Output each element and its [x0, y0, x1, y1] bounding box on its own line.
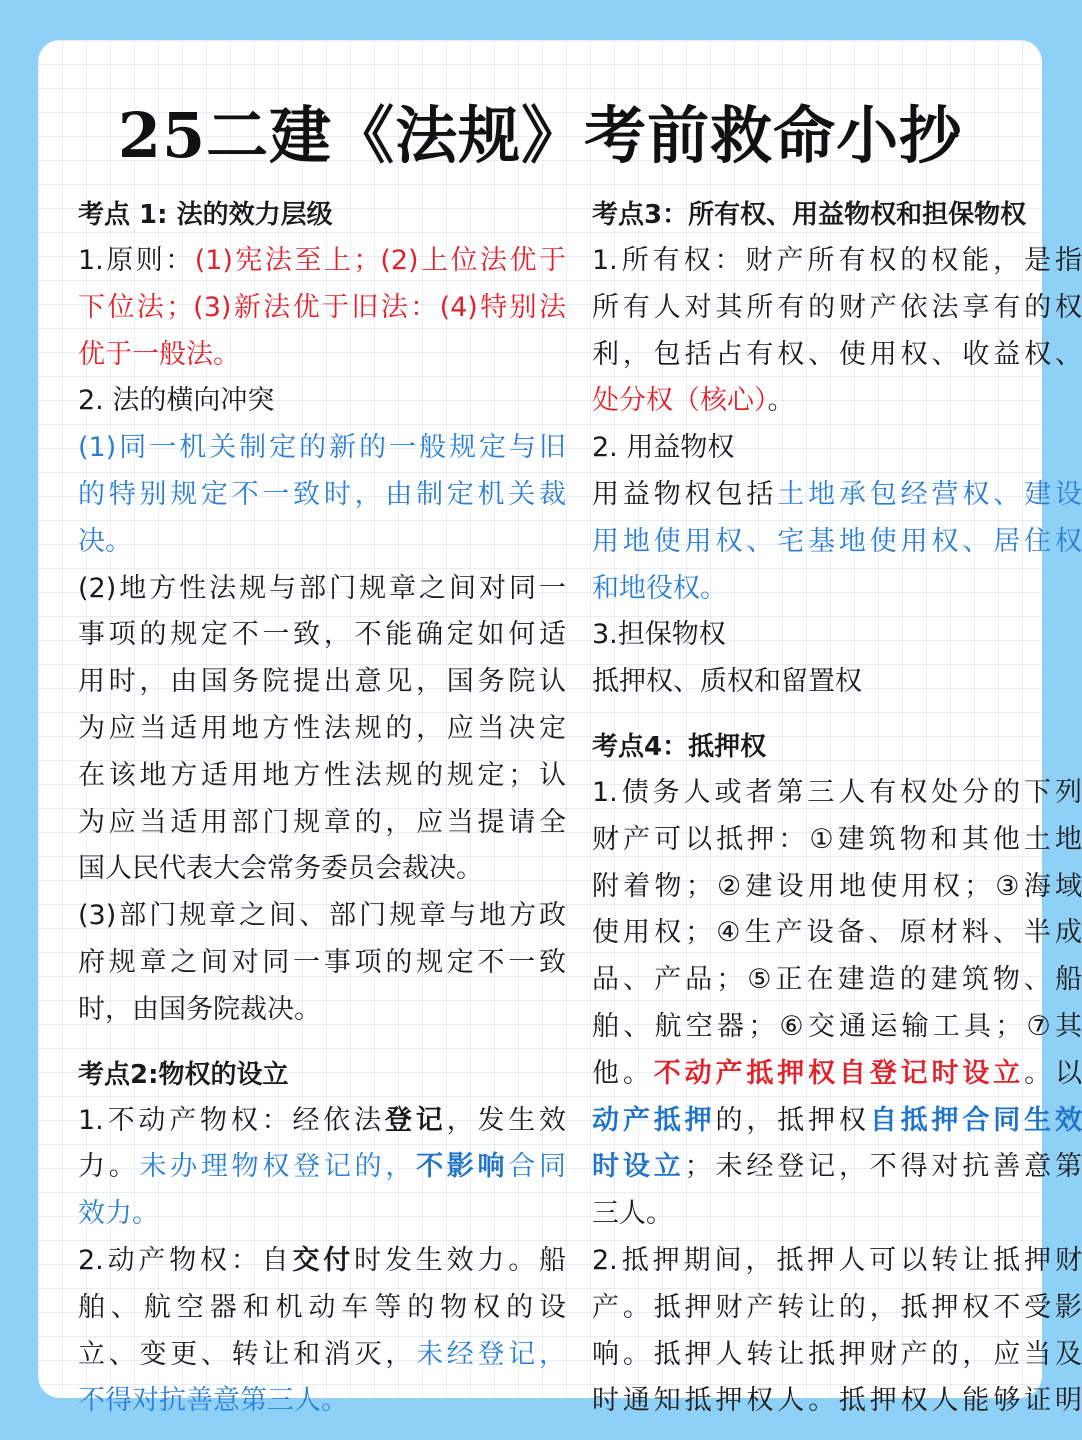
section-heading-2: 考点2:物权的设立	[78, 1059, 289, 1090]
note-card	[38, 40, 1082, 1417]
text-line: 2.抵押期间，抵押人可以转让抵押财	[592, 1244, 1082, 1276]
page-title: 25二建《法规》考前救命小抄	[117, 99, 963, 172]
text-line: 使用权；④生产设备、原材料、半成	[592, 917, 1082, 949]
text-line: 抵押权、质权和留置权	[592, 666, 862, 698]
text-line: 1.不动产物权：经依法登记，发生效	[78, 1104, 567, 1136]
section-heading-4: 考点4：抵押权	[592, 731, 767, 762]
text-line: 用益物权包括土地承包经营权、建设	[592, 478, 1082, 510]
text-line: 产。抵押财产转让的，抵押权不受影	[592, 1291, 1082, 1323]
text-line: (3)部门规章之间、部门规章与地方政	[78, 900, 566, 932]
text-line: 动产抵押的，抵押权自抵押合同生效	[592, 1104, 1082, 1136]
text-line: 所有人对其所有的财产依法享有的权	[592, 291, 1082, 323]
text-line: 利，包括占有权、使用权、收益权、	[592, 338, 1082, 370]
text-line: 2. 用益物权	[592, 432, 735, 464]
text-line: 效力。	[78, 1198, 159, 1230]
text-line: (2)地方性法规与部门规章之间对同一	[78, 572, 566, 604]
text-line: 优于一般法。	[78, 338, 240, 370]
text-line: 为应当适用部门规章的，应当提请全	[78, 806, 566, 838]
text-line: 在该地方适用地方性法规的规定；认	[78, 759, 566, 791]
text-line: 下位法；(3)新法优于旧法：(4)特别法	[78, 291, 566, 323]
text-line: 3.担保物权	[592, 619, 726, 651]
right-column	[592, 192, 1082, 1425]
text-line: 品、产品；⑤正在建造的建筑物、船	[592, 964, 1082, 996]
text-line: 的特别规定不一致时，由制定机关裁	[78, 478, 566, 510]
text-line: (1)同一机关制定的新的一般规定与旧	[78, 432, 566, 464]
text-line: 1.所有权：财产所有权的权能，是指	[592, 245, 1082, 276]
text-line: 力。未办理物权登记的，不影响合同	[78, 1151, 567, 1183]
text-line: 附着物；②建设用地使用权；③海域	[592, 870, 1082, 902]
text-line: 1.原则：(1)宪法至上；(2)上位法优于	[78, 245, 566, 276]
text-line: 舶、航空器；⑥交通运输工具；⑦其	[592, 1010, 1082, 1042]
text-line: 事项的规定不一致，不能确定如何适	[78, 619, 566, 651]
text-line: 1.债务人或者第三人有权处分的下列	[592, 776, 1082, 808]
text-line: 用时，由国务院提出意见，国务院认	[78, 666, 566, 698]
text-line: 和地役权。	[592, 572, 727, 604]
text-line: 他。不动产抵押权自登记时设立。以	[592, 1057, 1082, 1089]
text-line: 处分权（核心）。	[592, 385, 795, 417]
section-heading-1: 考点 1: 法的效力层级	[78, 200, 333, 230]
text-line: 时，由国务院裁决。	[78, 993, 321, 1025]
text-line: 时设立；未经登记，不得对抗善意第	[592, 1151, 1082, 1183]
text-line: 府规章之间对同一事项的规定不一致	[78, 946, 566, 978]
section-heading-3: 考点3：所有权、用益物权和担保物权	[592, 200, 1027, 230]
text-line: 财产可以抵押：①建筑物和其他土地	[592, 823, 1082, 855]
text-line: 响。抵押人转让抵押财产的，应当及	[592, 1338, 1082, 1370]
text-line: 为应当适用地方性法规的，应当决定	[78, 712, 566, 744]
text-line: 时通知抵押权人。抵押权人能够证明	[592, 1385, 1082, 1417]
text-line: 用地使用权、宅基地使用权、居住权	[592, 525, 1082, 557]
text-line: 2. 法的横向冲突	[78, 385, 275, 417]
text-line: 2.动产物权：自交付时发生效力。船	[78, 1244, 567, 1276]
text-line: 舶、航空器和机动车等的物权的设	[78, 1291, 566, 1323]
text-line: 决。	[78, 525, 132, 557]
text-line: 不得对抗善意第三人。	[78, 1385, 348, 1417]
text-line: 三人。	[592, 1198, 673, 1230]
text-line: 立、变更、转让和消灭，未经登记，	[78, 1338, 567, 1370]
text-line: 国人民代表大会常务委员会裁决。	[78, 853, 483, 885]
left-column	[78, 192, 566, 1425]
